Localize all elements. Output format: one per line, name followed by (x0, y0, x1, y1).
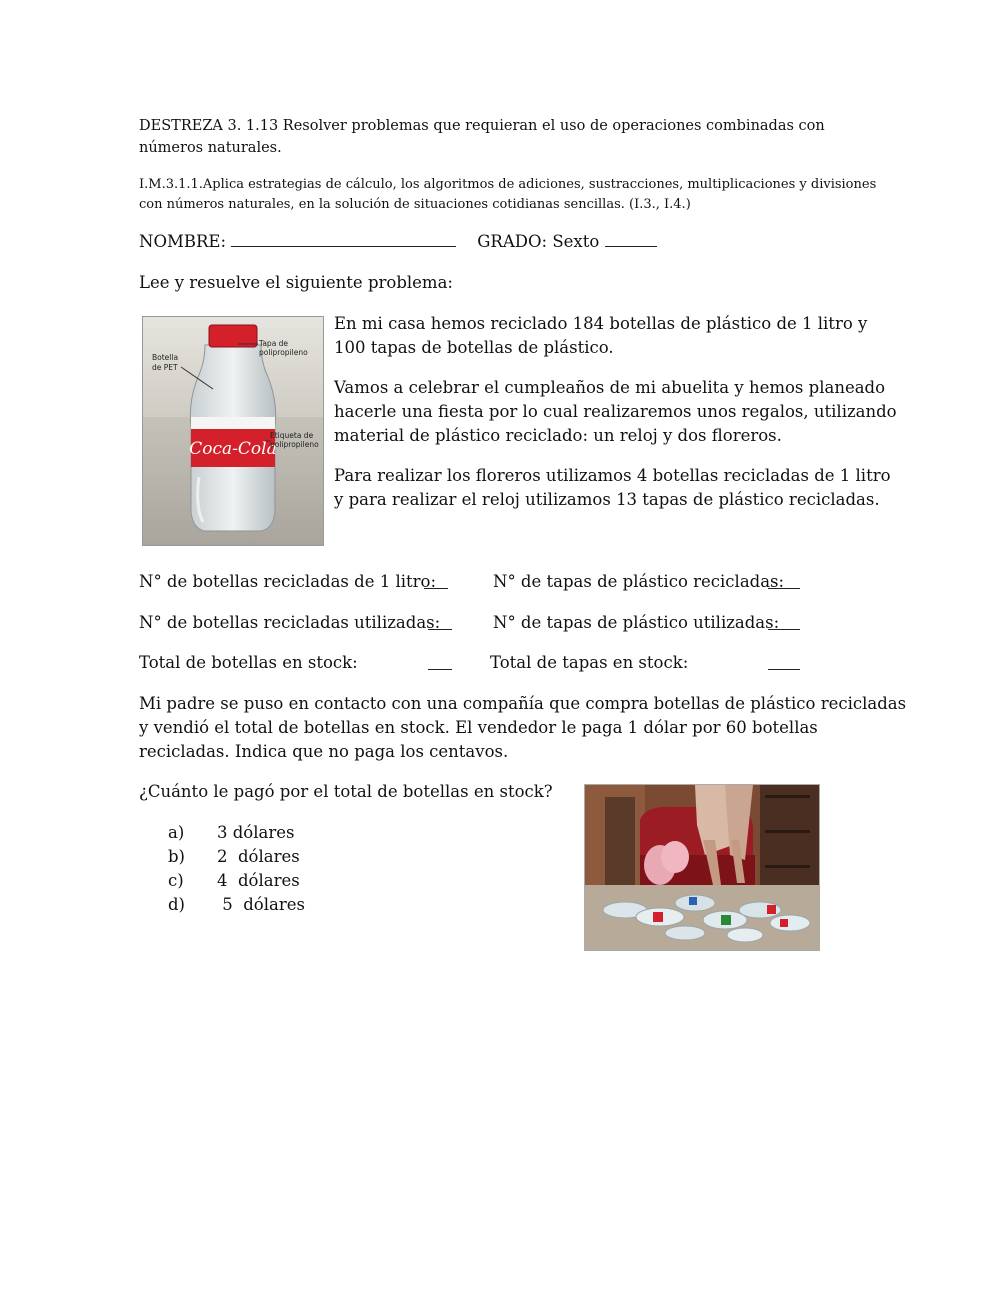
bottle-illustration (143, 317, 323, 545)
problem-paragraph-3: Para realizar los floreros utilizamos 4 botellas recicladas de 1 litro y para realizar el reloj utilizamos 13 tapas de plástico recicladas. (334, 466, 891, 509)
field-tapas-utilizadas-label: N° de tapas de plástico utilizadas: (493, 613, 780, 632)
field-botellas-utilizadas-label: N° de botellas recicladas utilizadas: (139, 613, 441, 632)
field-total-botellas-label: Total de botellas en stock: (139, 653, 358, 672)
nombre-label: NOMBRE: (139, 232, 227, 251)
question-text: ¿Cuánto le pagó por el total de botellas en stock? (139, 782, 553, 801)
option-text: 5 dólares (217, 895, 305, 914)
option-letter: c) (168, 871, 184, 890)
label-cap-2: polipropileno (259, 348, 308, 357)
instruction: Lee y resuelve el siguiente problema: (139, 273, 453, 292)
label-bottle-1: Botella (152, 353, 179, 362)
student-line (139, 230, 657, 254)
field-botellas-recicladas-blank[interactable] (424, 574, 448, 589)
field-total-tapas-blank[interactable] (768, 655, 800, 670)
brand-text: Coca-Cola (189, 439, 277, 459)
field-total-tapas-label: Total de tapas en stock: (490, 653, 689, 672)
field-row-2 (139, 611, 839, 635)
option-text: 3 dólares (217, 823, 295, 842)
option-text: 4 dólares (217, 871, 300, 890)
problem-paragraph-2: Vamos a celebrar el cumpleaños de mi abuelita y hemos planeado hacerle una fiesta por lo cual realizaremos unos regalos, utilizando material de plástico reciclado: un reloj y dos floreros. (334, 378, 897, 445)
label-bottle-2: de PET (152, 363, 178, 372)
option-letter: b) (168, 847, 185, 866)
nombre-blank[interactable] (231, 232, 456, 247)
problem-paragraph-1: En mi casa hemos reciclado 184 botellas de plástico de 1 litro y 100 tapas de botellas de plástico. (334, 314, 868, 357)
field-tapas-recicladas-blank[interactable] (768, 574, 800, 589)
field-tapas-utilizadas-blank[interactable] (768, 615, 800, 630)
indicador-text: I.M.3.1.1.Aplica estrategias de cálculo, los algoritmos de adiciones, sustracciones, multiplicaciones y divisiones con números naturales, en la solución de situaciones cotidianas sencillas. (I.3., I.4.) (139, 177, 877, 212)
label-etiqueta-1: Etiqueta de (270, 431, 314, 440)
grado-label: GRADO: Sexto (477, 232, 600, 251)
option-letter: a) (168, 823, 185, 842)
label-etiqueta-2: polipropileno (270, 440, 319, 449)
problem-paragraph-4: Mi padre se puso en contacto con una compañía que compra botellas de plástico recicladas y vendió el total de botellas en stock. El vendedor le paga 1 dólar por 60 botellas recicladas. Indica que no paga los centavos. (139, 694, 907, 761)
bottle-photo (142, 316, 324, 546)
option-letter: d) (168, 895, 185, 914)
field-row-1 (139, 570, 839, 594)
grado-blank[interactable] (605, 232, 657, 247)
field-tapas-recicladas-label: N° de tapas de plástico recicladas: (493, 572, 785, 591)
label-cap-1: Tapa de (259, 339, 289, 348)
field-botellas-utilizadas-blank[interactable] (428, 615, 452, 630)
destreza-text: DESTREZA 3. 1.13 Resolver problemas que requieran el uso de operaciones combinadas con números naturales. (139, 118, 825, 156)
field-botellas-recicladas-label: N° de botellas recicladas de 1 litro: (139, 572, 437, 591)
field-total-botellas-blank[interactable] (428, 655, 452, 670)
recycling-photo (584, 784, 820, 951)
recycling-illustration (585, 785, 819, 950)
field-row-3 (139, 651, 839, 675)
option-text: 2 dólares (217, 847, 300, 866)
